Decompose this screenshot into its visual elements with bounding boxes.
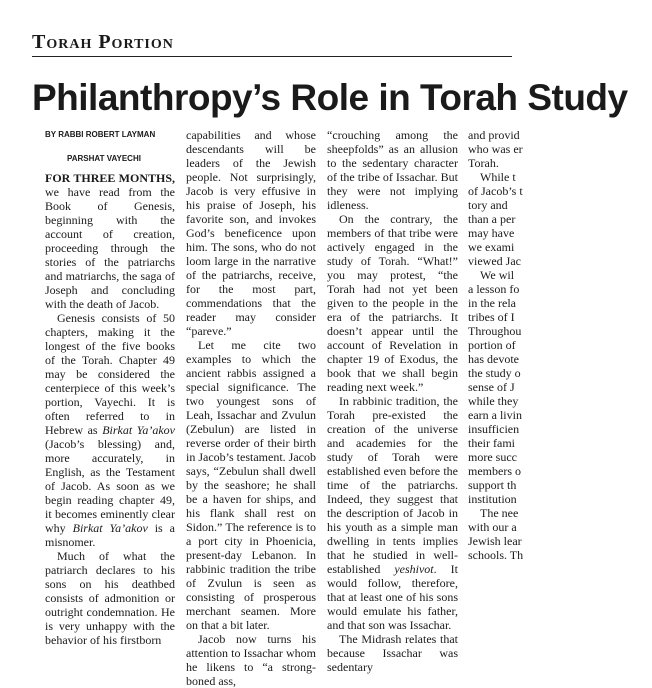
text-line: Torah. <box>468 156 499 170</box>
paragraph-text: . It would follow, therefore, that at least one of his sons would emulate his father, and that son was Issachar. <box>327 562 458 632</box>
text-line: their fami <box>468 436 515 450</box>
parsha-name: PARSHAT VAYECHI <box>67 154 141 163</box>
lead-in: FOR THREE MONTHS, <box>45 171 175 185</box>
paragraph-text: is a misnomer. <box>45 521 175 549</box>
paragraph-text: Genesis consists of 50 chapters, making it the longest of the five books of the Torah. Chapter 49 may be considered the centerpiece of this week’s portion, Vayechi. It is often referred to in Hebrew as <box>45 311 175 437</box>
text-line: The nee <box>480 506 519 520</box>
text-line: we exami <box>468 240 515 254</box>
text-line: Throughou <box>468 324 522 338</box>
text-line: while they <box>468 394 519 408</box>
text-line: insufficien <box>468 422 520 436</box>
paragraph: Let me cite two examples to which the ancient rabbis assigned a special significance. The two youngest sons of Leah, Issachar and Zvulun (Zebulun) are listed in reverse order of their birth in Jacob’s testament. Jacob says, “Zebulun shall dwell by the seashore; he shall be a haven for ships, and his flank shall rest on Sidon.” The reference is to a port city in Phoenicia, present-day Lebanon. In rabbinic tradition the tribe of Zvulun is seen as consisting of prosperous merchant seamen. More on that a bit later. <box>186 338 316 632</box>
text-line: tory and <box>468 198 508 212</box>
text-line: in the rela <box>468 296 516 310</box>
paragraph: Jacob now turns his attention to Issachar whom he likens to “a strong-boned ass, <box>186 632 316 688</box>
article-headline: Philanthropy’s Role in Torah Study <box>32 77 628 118</box>
text-line: of Jacob’s t <box>468 184 523 198</box>
article-column-2 <box>186 128 316 688</box>
text-line: and provid <box>468 128 520 142</box>
italic-term: Birkat Ya’akov <box>102 423 176 437</box>
paragraph: “crouching among the sheepfolds” as an allusion to the sedentary character of the tribe of Issachar. But they were not implying idleness. <box>327 128 458 212</box>
text-line: earn a livin <box>468 408 522 422</box>
paragraph: capabilities and whose descendants will be leaders of the Jewish people. Not surprisingly, Jacob is very effusive in his praise of Joseph, his favorite son, and invokes God’s beneficence upon him. The sons, who do not loom large in the narrative of the patriarchs, receive, for the most part, commendations that the reader may consider “pareve.” <box>186 128 316 338</box>
paragraph <box>468 506 588 562</box>
paragraph <box>45 311 175 549</box>
text-line: We wil <box>480 268 515 282</box>
paragraph: On the contrary, the members of that tribe were actively engaged in the study of Torah. “What!” you may protest, “the Torah had not yet been given to the people in the era of the patriarchs. It doesn’t appear until the account of Revelation in chapter 19 of Exodus, the book that we shall begin reading next week.” <box>327 212 458 394</box>
text-line: While t <box>480 170 516 184</box>
text-line: viewed Jac <box>468 254 521 268</box>
text-line: schools. Th <box>468 548 524 562</box>
paragraph <box>468 268 588 506</box>
text-line: a lesson fo <box>468 282 520 296</box>
byline: BY RABBI ROBERT LAYMAN <box>45 130 156 139</box>
article-column-1 <box>45 130 175 647</box>
paragraph-text: (Jacob’s blessing) and, more accurately, in English, as the Testament of Jacob. As soon as we begin reading chapter 49, it becomes eminently clear why <box>45 437 175 535</box>
text-line: more succ <box>468 450 517 464</box>
text-line: portion of <box>468 338 516 352</box>
text-line: members o <box>468 464 521 478</box>
text-line: institution <box>468 492 517 506</box>
text-line: with our a <box>468 520 517 534</box>
paragraph <box>45 171 175 311</box>
text-line: sense of J <box>468 380 515 394</box>
text-line: may have <box>468 226 515 240</box>
paragraph <box>468 170 588 268</box>
text-line: tribes of I <box>468 310 515 324</box>
paragraph <box>468 128 588 170</box>
paragraph: Much of what the patriarch declares to his sons on his deathbed consists of admonition or outright condemnation. He is very unhappy with the behavior of his firstborn <box>45 549 175 647</box>
paragraph: The Midrash relates that because Issachar was sedentary <box>327 632 458 674</box>
text-line: than a per <box>468 212 516 226</box>
article-column-4 <box>468 128 588 562</box>
article-column-3 <box>327 128 458 674</box>
text-line: the study o <box>468 366 521 380</box>
italic-term: yeshivot <box>394 562 434 576</box>
text-line: who was er <box>468 142 523 156</box>
italic-term: Birkat Ya’akov <box>72 521 148 535</box>
text-line: has devote <box>468 352 519 366</box>
paragraph <box>327 394 458 632</box>
paragraph-text: In rabbinic tradition, the Torah pre-existed the creation of the universe and academies for the study of Torah were established even before the time of the patriarchs. Indeed, they suggest that the description of Jacob in his youth as a simple man dwelling in tents implies that he studied in well-established <box>327 394 458 576</box>
text-line: Jewish lear <box>468 534 522 548</box>
section-rule <box>32 56 512 57</box>
paragraph-text: we have read from the Book of Genesis, beginning with the account of creation, proceeding through the stories of the patriarchs and matriarchs, the saga of Joseph and concluding with the death of Jacob. <box>45 185 175 311</box>
section-label: Torah Portion <box>32 31 174 53</box>
text-line: support th <box>468 478 517 492</box>
